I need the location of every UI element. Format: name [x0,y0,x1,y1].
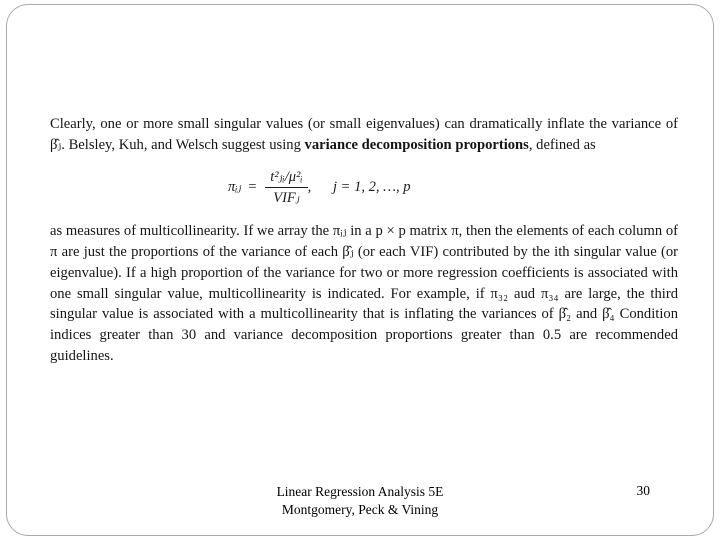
variance-decomposition-formula [228,168,678,207]
body-text-block [50,114,678,367]
formula-index-condition: , j = 1, 2, …, p [307,178,411,195]
formula-lhs: πᵢⱼ [228,178,242,195]
footer-book-title: Linear Regression Analysis 5E [276,484,444,499]
paragraph-1-tail: , defined as [528,136,596,153]
footer-authors: Montgomery, Peck & Vining [281,501,439,517]
paragraph-2: as measures of multicollinearity. If we array the πᵢⱼ in a p × p matrix π, then the elements of each column of π are just the proportions of the variance of each β̂ⱼ (or each VIF) contributed by the ith singular value (or eigenvalue). If a high proportion of the variance for two or more regression coefficients is associated with one small singular value, multicollinearity is indicated. For example, if π₃₂ aud π₃₄ are large, the third singular value is associated with a multicollinearity that is inflating the variances of β̂₂ and β̂₄ Condition indices greater than 30 and variance decomposition proportions greater than 0.5 are recommended guidelines. [50,222,678,365]
formula-numerator: t²ⱼᵢ/μ²ᵢ [265,168,307,188]
page-number: 30 [636,483,650,498]
formula-fraction [265,168,307,207]
paragraph-1-text: Clearly, one or more small singular values (or small eigenvalues) can dramatically inflate the variance of β̂ⱼ. Belsley, Kuh, and Welsch suggest using [50,116,678,153]
footer-citation [0,483,720,518]
formula-denominator: VIFⱼ [273,189,300,206]
bold-phrase-variance-decomposition: variance decomposition proportions [304,136,529,153]
paragraph-1 [50,114,678,156]
formula-equals-sign: = [247,178,258,195]
